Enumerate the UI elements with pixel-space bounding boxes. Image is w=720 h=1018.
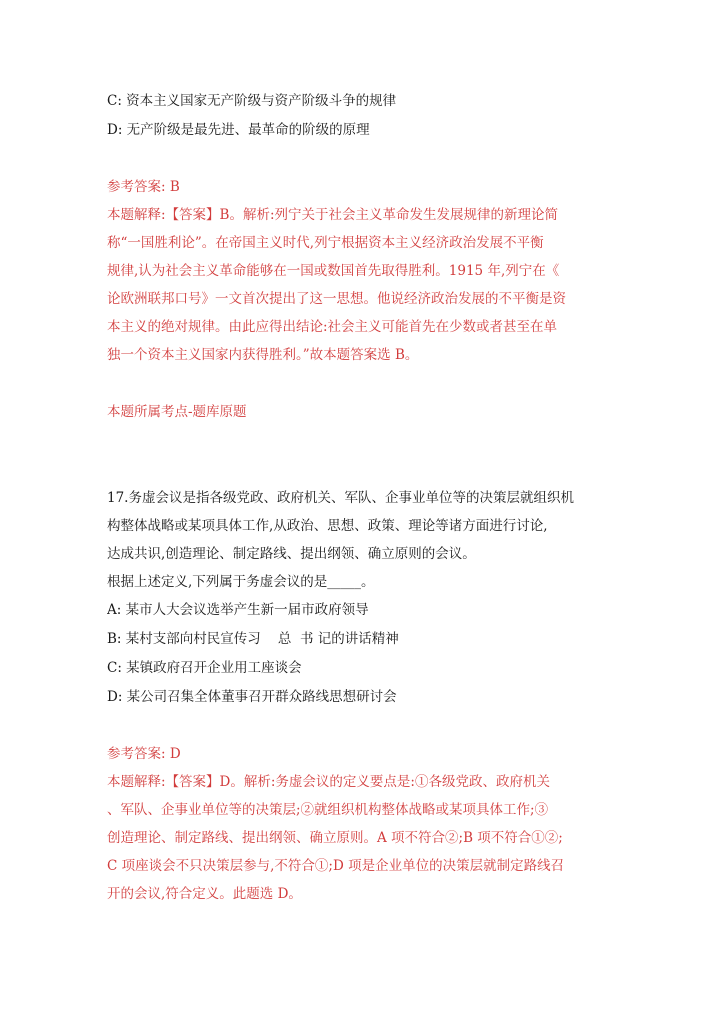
option-c-text: C: 某镇政府召开企业用工座谈会 [107,660,302,676]
option-d-text: D: 无产阶级是最先进、最革命的阶级的原理 [107,122,370,138]
explanation-line: 本题解释:【答案】B。解析:列宁关于社会主义革命发生发展规律的新理论简 [107,207,559,223]
explanation-line: 创造理论、制定路线、提出纲领、确立原则。A 项不符合②;B 项不符合①②; [107,830,563,846]
reference-answer: 参考答案: D [107,746,181,762]
explanation-line: 本主义的绝对规律。由此应得出结论:社会主义可能首先在少数或者甚至在单 [107,319,558,335]
explanation-line: 本题解释:【答案】D。解析:务虚会议的定义要点是:①各级党政、政府机关 [107,774,550,790]
explanation-line: C 项座谈会不只决策层参与,不符合①;D 项是企业单位的决策层就制定路线召 [107,858,565,874]
question-prompt: 根据上述定义,下列属于务虚会议的是_____。 [107,574,375,590]
explanation-line: 独一个资本主义国家内获得胜利。”故本题答案选 B。 [107,347,419,363]
explanation-line: 开的会议,符合定义。此题选 D。 [107,886,302,902]
option-d-text: D: 某公司召集全体董事召开群众路线思想研讨会 [107,689,397,705]
option-c-text: C: 资本主义国家无产阶级与资产阶级斗争的规律 [107,93,397,109]
explanation-line: 称“一国胜利论”。在帝国主义时代,列宁根据资本主义经济政治发展不平衡 [107,235,544,251]
option-b-text: B: 某村支部向村民宣传习 总 书 记的讲话精神 [107,631,399,647]
question-line: 17.务虚会议是指各级党政、政府机关、军队、企事业单位等的决策层就组织机 [107,490,574,506]
explanation-line: 、军队、企事业单位等的决策层;②就组织机构整体战略或某项具体工作;③ [107,802,549,818]
reference-answer: 参考答案: B [107,179,180,195]
question-line: 构整体战略或某项具体工作,从政治、思想、政策、理论等诸方面进行讨论, [107,518,548,534]
topic-label: 本题所属考点-题库原题 [107,404,247,420]
explanation-line: 论欧洲联邦口号》一文首次提出了这一思想。他说经济政治发展的不平衡是资 [107,291,566,307]
explanation-line: 规律,认为社会主义革命能够在一国或数国首先取得胜利。1915 年,列宁在《 [107,263,560,279]
question-line: 达成共识,创造理论、制定路线、提出纲领、确立原则的会议。 [107,546,476,562]
option-a-text: A: 某市人大会议选举产生新一届市政府领导 [107,602,369,618]
